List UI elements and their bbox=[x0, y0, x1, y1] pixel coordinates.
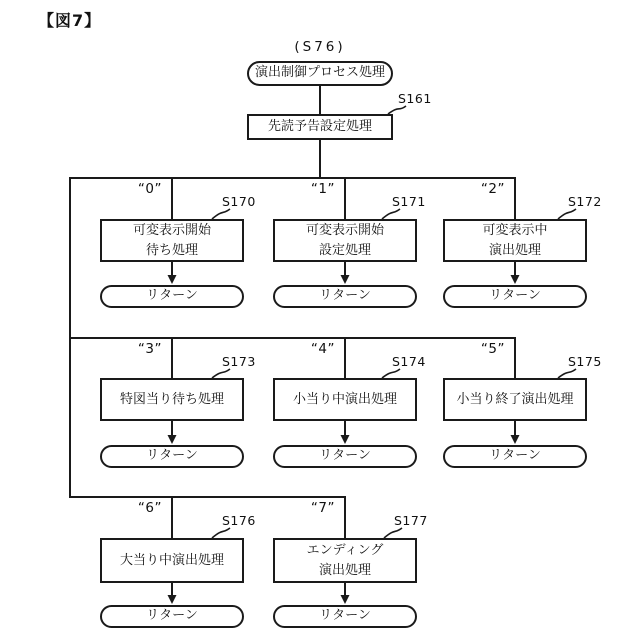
arrowhead bbox=[168, 275, 177, 284]
step-id-label-s177: S177 bbox=[394, 513, 428, 528]
step-id-label-s171: S171 bbox=[392, 194, 426, 209]
step-id-label-s175: S175 bbox=[568, 354, 602, 369]
leader-line-s174 bbox=[382, 369, 400, 378]
case-label-3: “3” bbox=[137, 341, 162, 357]
leader-line-s171 bbox=[382, 209, 400, 219]
case-label-2: “2” bbox=[480, 181, 505, 197]
case-label-5: “5” bbox=[480, 341, 505, 357]
arrowhead bbox=[341, 275, 350, 284]
step-id-label-s173: S173 bbox=[222, 354, 256, 369]
return-terminal-s173: リターン bbox=[100, 445, 244, 468]
arrowhead bbox=[168, 595, 177, 604]
process-box-s170: 可変表示開始 待ち処理 bbox=[100, 219, 244, 262]
process-box-s173: 特図当り待ち処理 bbox=[100, 378, 244, 421]
leader-line-s177 bbox=[384, 528, 402, 538]
leader-lines bbox=[212, 106, 576, 538]
leader-line-s176 bbox=[212, 528, 230, 538]
process-box-s177: エンディング 演出処理 bbox=[273, 538, 417, 583]
return-terminal-s171: リターン bbox=[273, 285, 417, 308]
arrowhead bbox=[341, 595, 350, 604]
return-terminal-s174: リターン bbox=[273, 445, 417, 468]
case-label-0: “0” bbox=[137, 181, 162, 197]
start-step-ref: (S76) bbox=[294, 39, 346, 55]
process-box-s171: 可変表示開始 設定処理 bbox=[273, 219, 417, 262]
case-label-6: “6” bbox=[137, 500, 162, 516]
leader-line-s170 bbox=[212, 209, 230, 219]
return-arrow-shafts-row1 bbox=[172, 262, 515, 276]
process-box-s175: 小当り終了演出処理 bbox=[443, 378, 587, 421]
arrowhead bbox=[341, 435, 350, 444]
step-id-label-s170: S170 bbox=[222, 194, 256, 209]
case-label-7: “7” bbox=[310, 500, 335, 516]
step-id-label-s174: S174 bbox=[392, 354, 426, 369]
leader-line-s175 bbox=[558, 369, 576, 378]
step-id-label-s172: S172 bbox=[568, 194, 602, 209]
return-terminal-s177: リターン bbox=[273, 605, 417, 628]
case-label-4: “4” bbox=[310, 341, 335, 357]
return-terminal-s172: リターン bbox=[443, 285, 587, 308]
figure-number-label: 【図7】 bbox=[38, 11, 102, 30]
leader-line-s161 bbox=[388, 106, 406, 114]
arrowhead bbox=[511, 435, 520, 444]
return-terminal-s176: リターン bbox=[100, 605, 244, 628]
start-terminal: 演出制御プロセス処理 bbox=[247, 61, 393, 86]
process-box-s176: 大当り中演出処理 bbox=[100, 538, 244, 583]
return-terminal-s170: リターン bbox=[100, 285, 244, 308]
case-label-1: “1” bbox=[310, 181, 335, 197]
arrowhead bbox=[168, 435, 177, 444]
step-id-label-s176: S176 bbox=[222, 513, 256, 528]
process-box-s172: 可変表示中 演出処理 bbox=[443, 219, 587, 262]
return-terminal-s175: リターン bbox=[443, 445, 587, 468]
return-arrow-shafts-row3 bbox=[172, 583, 345, 596]
step-id-label-s161: S161 bbox=[398, 91, 432, 106]
process-box-s174: 小当り中演出処理 bbox=[273, 378, 417, 421]
leader-line-s173 bbox=[212, 369, 230, 378]
arrowhead bbox=[511, 275, 520, 284]
return-arrow-shafts-row2 bbox=[172, 421, 515, 436]
process-box-s161: 先読予告設定処理 bbox=[247, 114, 393, 140]
leader-line-s172 bbox=[558, 209, 576, 219]
